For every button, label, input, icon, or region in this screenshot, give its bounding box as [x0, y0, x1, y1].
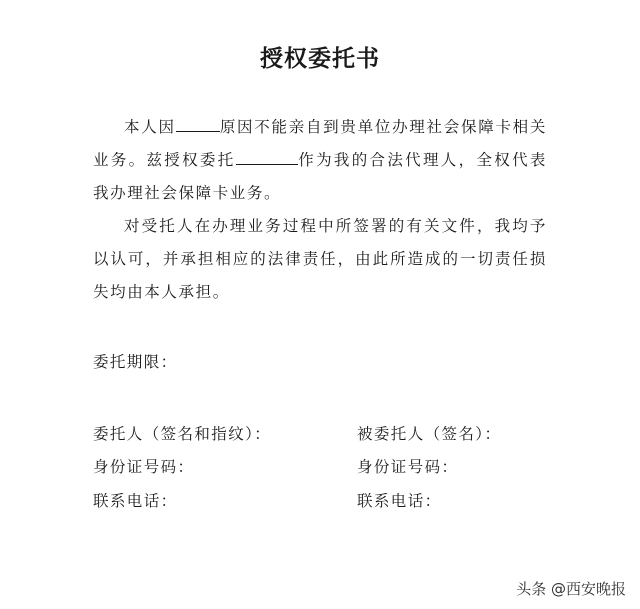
- reason-blank-line: [176, 114, 220, 132]
- agent-phone-label: 联系电话：: [357, 492, 442, 510]
- watermark-text: 头条 @西安晚报: [516, 580, 626, 598]
- period-label: 委托期限：: [93, 353, 178, 371]
- agent-name-blank-line: [236, 147, 298, 165]
- document-title: 授权委托书: [260, 46, 380, 72]
- principal-phone-label: 联系电话：: [93, 492, 178, 510]
- paragraph1-part1: 本人因: [124, 118, 176, 136]
- paragraph-authorization: [93, 111, 547, 210]
- agent-id-label: 身份证号码：: [357, 458, 459, 476]
- paragraph1-part3: 作为我的合法代理人，全权代表我办理社会保障卡业务。: [93, 151, 547, 202]
- paragraph2-text: 对受托人在办理业务过程中所签署的有关文件，我均予以认可，并承担相应的法律责任，由此所造成的一切责任损失均由本人承担。: [93, 217, 547, 301]
- agent-label: 被委托人（签名）：: [357, 425, 502, 443]
- principal-id-label: 身份证号码：: [93, 458, 195, 476]
- paragraph1-part2: 原因不能亲自到贵单位办理社会保障卡相关业务。兹授权委托: [93, 118, 547, 169]
- paragraph-liability: [93, 210, 547, 309]
- principal-label: 委托人（签名和指纹）：: [93, 425, 272, 443]
